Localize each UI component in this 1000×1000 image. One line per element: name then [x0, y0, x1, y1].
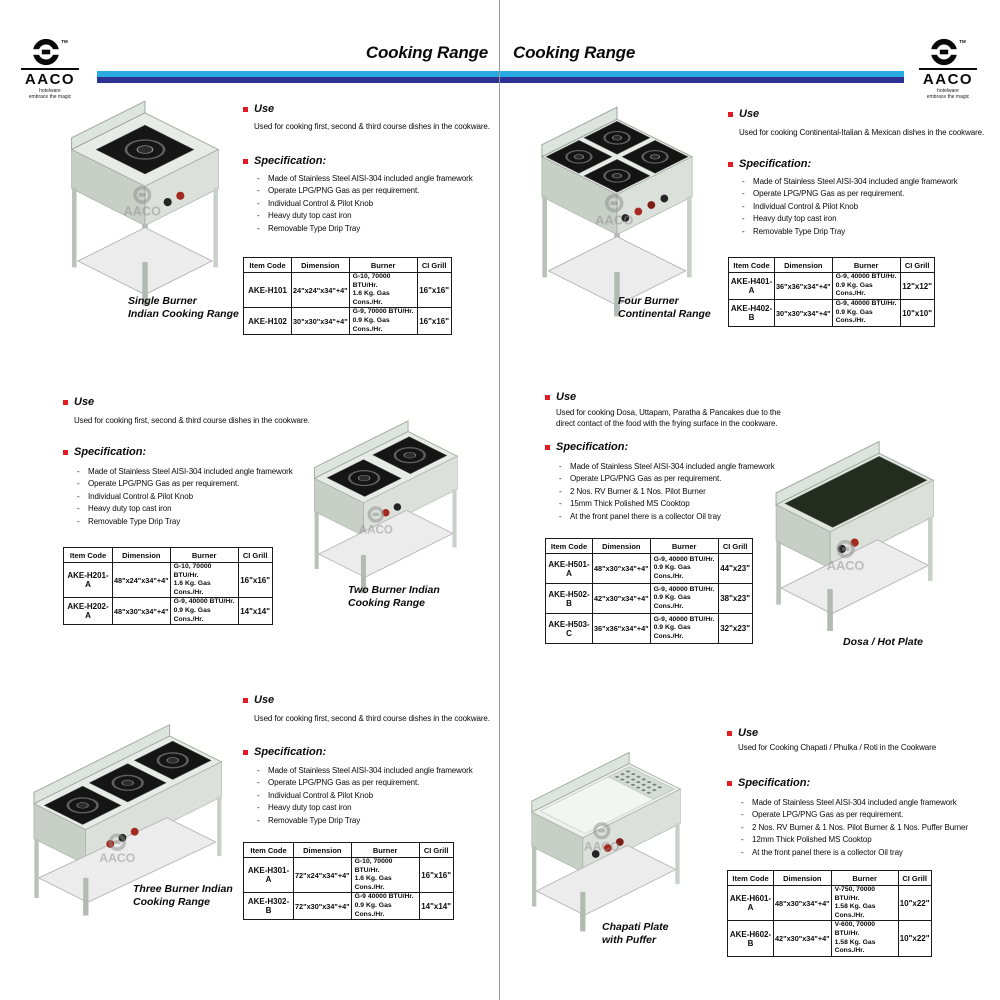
spec-heading	[545, 441, 628, 453]
use-label: Use	[739, 108, 760, 120]
spec-item: - Individual Control & Pilot Knob	[742, 201, 858, 211]
table-header-row	[244, 258, 452, 273]
caption-line: Indian Cooking Range	[128, 307, 239, 320]
cell-ci-grill: 16"x16"	[238, 563, 272, 598]
col-header: Burner	[349, 258, 417, 273]
table-header-row	[64, 548, 273, 563]
product-image-four-burner	[522, 103, 712, 321]
table-row	[728, 921, 932, 956]
caption-line: Chapati Plate	[602, 921, 669, 933]
spec-heading	[727, 777, 810, 789]
use-label: Use	[254, 103, 275, 115]
page-divider	[499, 0, 500, 1000]
cell-item-code: AKE-H601-A	[728, 886, 774, 921]
red-bullet-icon	[63, 400, 68, 405]
cell-dimension: 42"x30"x34"+4"	[774, 921, 832, 956]
cell-dimension: 48"x24"x34"+4"	[113, 563, 171, 598]
spec-item: - Made of Stainless Steel AISI-304 included angle framework	[77, 467, 293, 476]
spec-item: - Heavy duty top cast iron	[257, 211, 352, 221]
col-header: Burner	[831, 871, 898, 886]
caption-chapati-plate	[602, 921, 669, 946]
product-image-chapati-plate	[520, 719, 705, 952]
table-row	[244, 893, 454, 920]
caption-two-burner	[348, 584, 440, 609]
col-header: Dimension	[294, 843, 352, 858]
cell-ci-grill: 10"x22"	[898, 886, 931, 921]
table-row	[244, 308, 452, 335]
spec-list	[77, 466, 293, 528]
spec-item: - Made of Stainless Steel AISI-304 included angle framework	[559, 462, 775, 471]
cell-ci-grill: 12"x12"	[900, 273, 934, 300]
cell-burner: V-600, 70000 BTU/Hr. 1.58 Kg. Gas Cons./Hr.	[831, 921, 898, 956]
cell-burner: G-9, 40000 BTU/Hr. 0.9 Kg. Gas Cons./Hr.	[650, 614, 718, 644]
cell-ci-grill: 32"x23"	[718, 614, 752, 644]
cell-ci-grill: 14"x14"	[419, 893, 453, 920]
knob	[131, 828, 139, 836]
caption-single-burner	[128, 295, 239, 320]
use-heading	[727, 727, 758, 739]
brand-glyph-icon	[930, 38, 958, 66]
col-header: Burner	[170, 548, 238, 563]
spec-item: - Made of Stainless Steel AISI-304 included angle framework	[257, 174, 473, 183]
spec-label: Specification:	[74, 446, 147, 458]
table-header-row	[244, 843, 454, 858]
spec-item: - Individual Control & Pilot Knob	[257, 198, 373, 208]
spec-table-dosa	[545, 538, 753, 644]
cell-item-code: AKE-H201-A	[64, 563, 113, 598]
cell-burner: G-9, 40000 BTU/Hr. 0.9 Kg. Gas Cons./Hr.	[832, 273, 900, 300]
col-header: Burner	[832, 258, 900, 273]
spec-heading	[243, 746, 326, 758]
spec-label: Specification:	[738, 777, 811, 789]
cell-item-code: AKE-H301-A	[244, 858, 294, 893]
caption-three-burner	[133, 883, 233, 908]
cell-burner: G-9, 40000 BTU/Hr. 0.9 Kg. Gas Cons./Hr.	[650, 584, 718, 614]
table-row	[729, 273, 935, 300]
red-bullet-icon	[545, 395, 550, 400]
col-header: Item Code	[244, 843, 294, 858]
spec-list	[559, 461, 775, 523]
page-title-left: Cooking Range	[365, 43, 488, 62]
table-row	[546, 554, 753, 584]
spec-item: - Operate LPG/PNG Gas as per requirement.	[742, 189, 905, 199]
caption-line: Four Burner	[618, 295, 679, 307]
cell-dimension: 24"x24"x34"+4"	[292, 273, 350, 308]
cell-burner: G-9, 70000 BTU/Hr. 0.9 Kg. Gas Cons./Hr.	[349, 308, 417, 335]
spec-table-three-burner	[243, 842, 454, 920]
logo-tagline-1: hotelware	[39, 87, 61, 94]
knob	[176, 192, 184, 200]
trademark-symbol: TM	[61, 39, 68, 44]
cell-item-code: AKE-H502-B	[546, 584, 593, 614]
knob	[660, 195, 668, 203]
cell-dimension: 48"x30"x34"+4"	[113, 598, 171, 625]
spec-item: - 12mm Thick Polished MS Cooktop	[741, 835, 872, 845]
caption-line: Three Burner Indian	[133, 883, 233, 895]
col-header: Item Code	[64, 548, 113, 563]
cell-dimension: 72"x30"x34"+4"	[294, 893, 352, 920]
cell-ci-grill: 44"x23"	[718, 554, 752, 584]
table-row	[64, 598, 273, 625]
spec-label: Specification:	[739, 158, 812, 170]
spec-item: - Heavy duty top cast iron	[77, 504, 172, 514]
cell-ci-grill: 16"x16"	[417, 308, 451, 335]
cell-item-code: AKE-H503-C	[546, 614, 593, 644]
spec-item: - At the front panel there is a collector Oil tray	[741, 847, 903, 857]
brand-glyph-icon	[32, 38, 60, 66]
table-header-row	[728, 871, 932, 886]
cell-dimension: 36"x36"x34"+4"	[593, 614, 651, 644]
table-row	[64, 563, 273, 598]
table-row	[546, 614, 753, 644]
cell-dimension: 30"x30"x34"+4"	[775, 300, 833, 327]
red-bullet-icon	[243, 698, 248, 703]
col-header: Item Code	[728, 871, 774, 886]
cell-ci-grill: 14"x14"	[238, 598, 272, 625]
use-text: Used for cooking Dosa, Uttapam, Paratha & Pancakes due to the direct contact of the food with the frying surface in the cookware.	[556, 408, 781, 428]
knob	[634, 208, 642, 216]
col-header: Dimension	[774, 871, 832, 886]
cell-ci-grill: 10"x22"	[898, 921, 931, 956]
table-header-row	[729, 258, 935, 273]
red-bullet-icon	[243, 750, 248, 755]
caption-line: Continental Range	[618, 307, 711, 320]
use-heading	[243, 694, 274, 706]
cell-dimension: 48"x30"x34"+4"	[774, 886, 832, 921]
header-bar-blue-left	[97, 77, 499, 83]
table-row	[244, 858, 454, 893]
spec-item: - Operate LPG/PNG Gas as per requirement.	[77, 479, 240, 489]
table-row	[729, 300, 935, 327]
spec-item: - Operate LPG/PNG Gas as per requirement.	[741, 810, 904, 820]
col-header: Item Code	[546, 539, 593, 554]
use-label: Use	[254, 694, 275, 706]
spec-table-chapati	[727, 870, 932, 957]
knob	[647, 201, 655, 209]
logo-name: AACO	[24, 70, 76, 88]
use-heading	[728, 108, 759, 120]
red-bullet-icon	[728, 112, 733, 117]
col-header: Item Code	[729, 258, 775, 273]
spec-list	[257, 173, 473, 235]
spec-item: - Made of Stainless Steel AISI-304 included angle framework	[741, 798, 957, 807]
red-bullet-icon	[63, 450, 68, 455]
col-header: Item Code	[244, 258, 292, 273]
spec-list	[741, 797, 968, 859]
caption-line: Cooking Range	[133, 895, 211, 908]
col-header: CI Grill	[419, 843, 453, 858]
spec-item: - Made of Stainless Steel AISI-304 included angle framework	[742, 177, 958, 186]
cell-ci-grill: 16"x16"	[419, 858, 453, 893]
spec-item: - Operate LPG/PNG Gas as per requirement.	[257, 186, 420, 196]
col-header: Burner	[351, 843, 419, 858]
table-row	[728, 886, 932, 921]
use-label: Use	[556, 391, 577, 403]
spec-label: Specification:	[556, 441, 629, 453]
cell-item-code: AKE-H501-A	[546, 554, 593, 584]
header-bar-blue-right	[500, 77, 904, 83]
brand-logo-right	[916, 38, 980, 100]
caption-four-burner	[618, 295, 711, 320]
col-header: CI Grill	[238, 548, 272, 563]
spec-item: - Heavy duty top cast iron	[742, 214, 837, 224]
spec-item: - Heavy duty top cast iron	[257, 803, 352, 813]
use-heading	[63, 396, 94, 408]
col-header: Dimension	[775, 258, 833, 273]
red-bullet-icon	[727, 781, 732, 786]
cell-burner: G-9, 40000 BTU/Hr. 0.9 Kg. Gas Cons./Hr.	[170, 598, 238, 625]
cell-dimension: 30"x30"x34"+4"	[292, 308, 350, 335]
cell-ci-grill: 16"x16"	[417, 273, 451, 308]
spec-item: - Made of Stainless Steel AISI-304 included angle framework	[257, 766, 473, 775]
cell-burner: G-9, 40000 BTU/Hr. 0.9 Kg. Gas Cons./Hr.	[832, 300, 900, 327]
col-header: Burner	[650, 539, 718, 554]
col-header: CI Grill	[417, 258, 451, 273]
table-row	[244, 273, 452, 308]
cell-burner: G-10, 70000 BTU/Hr. 1.6 Kg. Gas Cons./Hr.	[170, 563, 238, 598]
spec-item: - Removable Type Drip Tray	[742, 226, 846, 236]
col-header: Dimension	[292, 258, 350, 273]
cell-item-code: AKE-H602-B	[728, 921, 774, 956]
use-label: Use	[74, 396, 95, 408]
spec-item: - Removable Type Drip Tray	[257, 223, 361, 233]
cell-dimension: 72"x24"x34"+4"	[294, 858, 352, 893]
caption-dosa-hot-plate	[843, 636, 923, 649]
spec-item: - Operate LPG/PNG Gas as per requirement.	[257, 778, 420, 788]
cell-item-code: AKE-H302-B	[244, 893, 294, 920]
logo-name: AACO	[922, 70, 974, 88]
use-text: Used for cooking Continental-Italian & Mexican dishes in the cookware.	[739, 128, 985, 137]
cell-item-code: AKE-H101	[244, 273, 292, 308]
col-header: CI Grill	[900, 258, 934, 273]
caption-line: with Puffer	[602, 933, 657, 946]
product-image-dosa-hot-plate	[758, 426, 965, 631]
use-heading	[545, 391, 576, 403]
use-heading	[243, 103, 274, 115]
red-bullet-icon	[243, 159, 248, 164]
spec-item: - Individual Control & Pilot Knob	[257, 790, 373, 800]
cell-burner: V-750, 70000 BTU/Hr. 1.58 Kg. Gas Cons./Hr.	[831, 886, 898, 921]
cell-burner: G-10, 70000 BTU/Hr. 1.6 Kg. Gas Cons./Hr.	[349, 273, 417, 308]
col-header: Dimension	[593, 539, 651, 554]
cell-dimension: 42"x30"x34"+4"	[593, 584, 651, 614]
cell-burner: G-10, 70000 BTU/Hr. 1.6 Kg. Gas Cons./Hr.	[351, 858, 419, 893]
col-header: CI Grill	[718, 539, 752, 554]
red-bullet-icon	[728, 162, 733, 167]
product-image-single-burner	[55, 97, 235, 310]
logo-tagline-2: embrace the magic	[926, 93, 970, 100]
cell-burner: G-9 40000 BTU/Hr. 0.9 Kg. Gas Cons./Hr.	[351, 893, 419, 920]
cell-burner: G-9, 40000 BTU/Hr. 0.9 Kg. Gas Cons./Hr.	[650, 554, 718, 584]
spec-list	[257, 765, 473, 827]
spec-label: Specification:	[254, 155, 327, 167]
caption-line: Single Burner	[128, 295, 197, 307]
spec-item: - At the front panel there is a collector Oil tray	[559, 511, 721, 521]
cell-item-code: AKE-H202-A	[64, 598, 113, 625]
spec-item: - Individual Control & Pilot Knob	[77, 491, 193, 501]
knob	[394, 503, 401, 510]
col-header: Dimension	[113, 548, 171, 563]
cell-item-code: AKE-H402-B	[729, 300, 775, 327]
logo-rule	[919, 68, 977, 70]
cell-dimension: 36"x36"x34"+4"	[775, 273, 833, 300]
use-text: Used for Cooking Chapati / Phulka / Roti in the Cookware	[738, 743, 937, 752]
red-bullet-icon	[727, 731, 732, 736]
spec-heading	[243, 155, 326, 167]
spec-heading	[63, 446, 146, 458]
logo-tagline-1: hotelware	[937, 87, 959, 94]
table-row	[546, 584, 753, 614]
product-image-two-burner	[303, 396, 481, 608]
use-text: Used for cooking first, second & third course dishes in the cookware.	[74, 416, 310, 425]
spec-item: - Removable Type Drip Tray	[257, 815, 361, 825]
spec-item: - 15mm Thick Polished MS Cooktop	[559, 499, 690, 509]
use-text: Used for cooking first, second & third course dishes in the cookware.	[254, 714, 490, 723]
spec-heading	[728, 158, 811, 170]
spec-item: - 2 Nos. RV Burner & 1 Nos. Pilot Burner & 1 Nos. Puffer Burner	[741, 822, 968, 832]
spec-label: Specification:	[254, 746, 327, 758]
caption-line: Dosa / Hot Plate	[843, 636, 923, 648]
trademark-symbol: TM	[959, 39, 966, 44]
logo-tagline-2: embrace the magic	[28, 93, 72, 100]
brand-logo-left	[18, 38, 82, 100]
cell-dimension: 48"x30"x34"+4"	[593, 554, 651, 584]
red-bullet-icon	[243, 107, 248, 112]
spec-table-four-burner	[728, 257, 935, 327]
red-bullet-icon	[545, 445, 550, 450]
spec-item: - 2 Nos. RV Burner & 1 Nos. Pilot Burner	[559, 486, 706, 496]
cell-item-code: AKE-H401-A	[729, 273, 775, 300]
use-text: Used for cooking first, second & third course dishes in the cookware.	[254, 122, 490, 131]
caption-line: Two Burner Indian	[348, 584, 440, 596]
table-header-row	[546, 539, 753, 554]
spec-table-two-burner	[63, 547, 273, 625]
cell-ci-grill: 10"x10"	[900, 300, 934, 327]
knob	[164, 198, 172, 206]
cell-item-code: AKE-H102	[244, 308, 292, 335]
use-label: Use	[738, 727, 759, 739]
spec-list	[742, 176, 958, 238]
page-title-right: Cooking Range	[513, 43, 636, 62]
col-header: CI Grill	[898, 871, 931, 886]
caption-line: Cooking Range	[348, 596, 426, 609]
spec-item: - Operate LPG/PNG Gas as per requirement.	[559, 474, 722, 484]
spec-table-single-burner	[243, 257, 452, 335]
logo-rule	[21, 68, 79, 70]
cell-ci-grill: 38"x23"	[718, 584, 752, 614]
spec-item: - Removable Type Drip Tray	[77, 516, 181, 526]
